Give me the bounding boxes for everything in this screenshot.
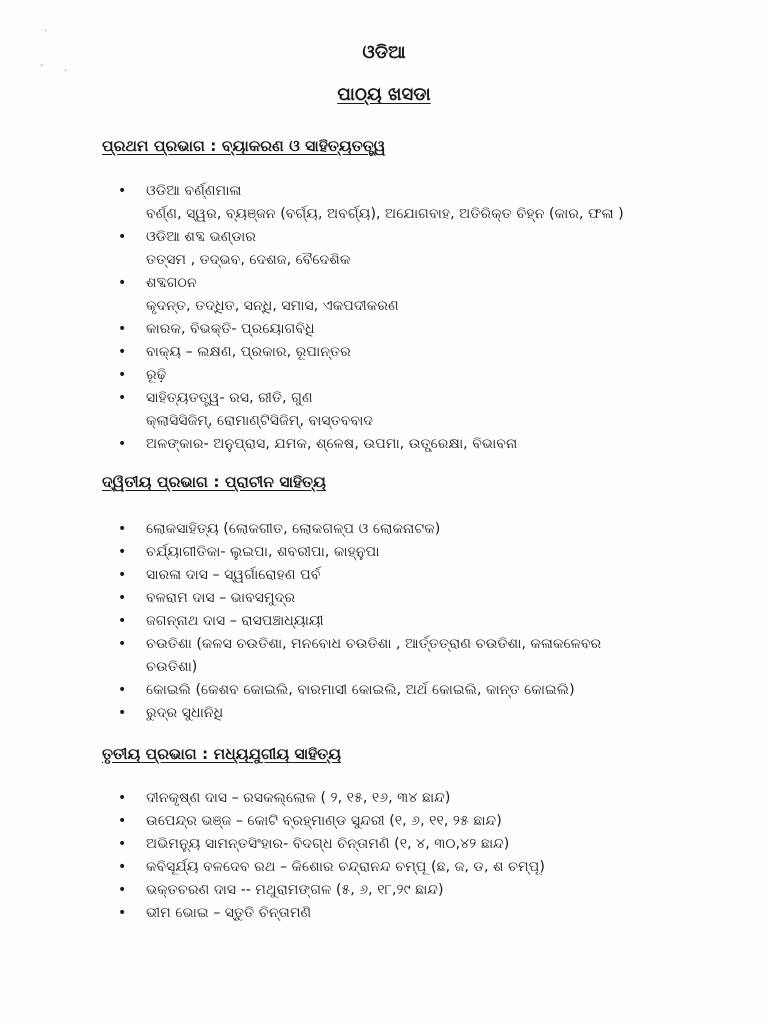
document-subtitle: ପାଠ୍ୟ ଖସଡା: [337, 84, 431, 105]
bullet-icon: •: [118, 367, 127, 383]
bullet-icon: •: [118, 567, 127, 583]
item-subtext: କୃଦନ୍ତ, ତଦ୍ଧିତ, ସନ୍ଧି, ସମାସ, ଏକପଦୀକରଣ: [146, 298, 399, 314]
bullet-icon: •: [118, 390, 127, 406]
list-item: [118, 879, 718, 902]
section-heading-2: ଦ୍ୱିତୀୟ ପ୍ରଭାଗ : ପ୍ରାଚୀନ ସାହିତ୍ୟ: [102, 473, 326, 491]
item-text: ଚର୍ଯ୍ୟାଗୀତିକା- ଲୁଇପା, ଶବରୀପା, କାହ୍ନୁପା: [146, 544, 380, 560]
item-text: ରୁଦ୍ର ସୁଧାନିଧି: [146, 705, 224, 721]
item-text: ରୂଢ଼ି: [146, 367, 167, 383]
list-item: [118, 787, 718, 810]
item-subtext: ଚଉତିଶା): [146, 659, 198, 675]
bullet-icon: •: [118, 613, 127, 629]
item-subtext: କ୍ଲାସିସିଜିମ୍, ରୋମାଣ୍ଟିସିଜିମ୍, ବାସ୍ତବବାଦ: [146, 413, 374, 429]
bullet-icon: •: [118, 813, 127, 829]
list-item: [118, 633, 718, 679]
bullet-icon: •: [118, 636, 127, 652]
list-item: [118, 856, 718, 879]
item-text: ବଳରାମ ଦାସ – ଭାବସମୁଦ୍ର: [146, 590, 296, 606]
item-text: କୋଇଲି (କେଶବ କୋଇଲି, ବାରମାସୀ କୋଇଲି, ଅର୍ଥ କୋଇଲି, କାନ୍ତ କୋଇଲି): [146, 682, 575, 698]
bullet-icon: •: [118, 436, 127, 452]
list-item: [118, 180, 718, 226]
list-item: [118, 364, 718, 387]
list-item: [118, 518, 718, 541]
list-item: [118, 702, 718, 725]
document-title: ଓଡିଆ: [362, 42, 406, 63]
bullet-icon: •: [118, 905, 127, 921]
section-list-1: [118, 180, 718, 456]
list-item: [118, 587, 718, 610]
item-text: କବିସୂର୍ଯ୍ୟ ବଳଦେବ ରଥ – କିଶୋର ଚନ୍ଦ୍ରାନନ୍ଦ ଚମ୍ପୂ (ଛ, ଜ, ଡ, ଶ ଚମ୍ପୂ): [146, 859, 545, 875]
section-heading-3: ତୃତୀୟ ପ୍ରଭାଗ : ମଧ୍ୟଯୁଗୀୟ ସାହିତ୍ୟ: [102, 745, 342, 763]
list-item: [118, 226, 718, 272]
bullet-icon: •: [118, 183, 127, 199]
item-text: କାରକ, ବିଭକ୍ତି- ପ୍ରୟୋଗବିଧି: [146, 321, 315, 337]
scan-mark: ·: [64, 66, 68, 77]
bullet-icon: •: [118, 705, 127, 721]
item-text: ଓଡିଆ ଶବ୍ଦ ଭଣ୍ଡାର: [146, 229, 257, 245]
item-text: ଲୋକସାହିତ୍ୟ (ଲୋକଗୀତ, ଲୋକଗଳ୍ପ ଓ ଲୋକନାଟକ): [146, 521, 441, 537]
item-text: ଜଗନ୍ନାଥ ଦାସ – ରାସପଞ୍ଚାଧ୍ୟାୟୀ: [146, 613, 324, 629]
list-item: [118, 679, 718, 702]
list-item: [118, 433, 718, 456]
scan-mark: ·: [44, 26, 48, 37]
list-item: [118, 833, 718, 856]
bullet-icon: •: [118, 590, 127, 606]
list-item: [118, 610, 718, 633]
item-text: ଉପେନ୍ଦ୍ର ଭଞ୍ଜ – କୋଟି ବ୍ରହ୍ମାଣ୍ଡ ସୁନ୍ଦରୀ (୧, ୬, ୧୧, ୨୫ ଛାନ୍ଦ): [146, 813, 502, 829]
bullet-icon: •: [118, 836, 127, 852]
section-heading-1: ପ୍ରଥମ ପ୍ରଭାଗ : ବ୍ୟାକରଣ ଓ ସାହିତ୍ୟତତ୍ତ୍ୱ: [102, 137, 386, 155]
bullet-icon: •: [118, 859, 127, 875]
list-item: [118, 564, 718, 587]
item-text: ସାହିତ୍ୟତତ୍ତ୍ୱ- ରସ, ରୀତି, ଗୁଣ: [146, 390, 313, 406]
list-item: [118, 541, 718, 564]
section-list-3: [118, 787, 718, 925]
item-text: ଚଉତିଶା (କଳସ ଚଉତିଶା, ମନବୋଧ ଚଉତିଶା , ଆର୍ତ୍ତତ୍ରାଣ ଚଉତିଶା, କଳାକଳେବର: [146, 636, 602, 652]
scan-mark: -: [40, 60, 44, 71]
bullet-icon: •: [118, 882, 127, 898]
item-text: ଶବ୍ଦଗଠନ: [146, 275, 197, 291]
item-text: ଓଡିଆ ବର୍ଣ୍ଣମାଳା: [146, 183, 242, 199]
bullet-icon: •: [118, 682, 127, 698]
bullet-icon: •: [118, 229, 127, 245]
item-text: ଦୀନକୃଷ୍ଣ ଦାସ – ରସକଲ୍ଲୋଳ ( ୨, ୧୫, ୧୬, ୩୪ ଛାନ୍ଦ): [146, 790, 451, 806]
bullet-icon: •: [118, 790, 127, 806]
item-text: ଅଳଙ୍କାର- ଅନୁପ୍ରାସ, ଯମକ, ଶ୍ଳେଷ, ଉପମା, ଉତ୍ପ୍ରେକ୍ଷା, ବିଭାବନା: [146, 436, 518, 452]
item-text: ଭୀମ ଭୋଇ – ସ୍ତୁତି ଚିନ୍ତାମଣି: [146, 905, 312, 921]
item-text: ଅଭିମନ୍ୟୁ ସାମନ୍ତସିଂହାର- ବିଦଗ୍ଧ ଚିନ୍ତାମଣି (୧, ୪, ୩୦,୪୨ ଛାନ୍ଦ): [146, 836, 510, 852]
list-item: [118, 341, 718, 364]
item-text: ଭକ୍ତଚରଣ ଦାସ -- ମଥୁରାମଙ୍ଗଳ (୫, ୬, ୧୮,୨୯ ଛାନ୍ଦ): [146, 882, 444, 898]
bullet-icon: •: [118, 275, 127, 291]
item-subtext: ବର୍ଣ୍ଣ, ସ୍ୱର, ବ୍ୟଞ୍ଜନ (ବର୍ଗ୍ୟ, ଅବର୍ଗ୍ୟ), ଅଯୋଗବାହ, ଅତିରିକ୍ତ ଚିହ୍ନ (କାର, ଫଳା ): [146, 206, 624, 222]
bullet-icon: •: [118, 321, 127, 337]
list-item: [118, 318, 718, 341]
list-item: [118, 387, 718, 433]
bullet-icon: •: [118, 544, 127, 560]
section-list-2: [118, 518, 718, 725]
list-item: [118, 272, 718, 318]
bullet-icon: •: [118, 344, 127, 360]
item-subtext: ତତ୍ସମ , ତଦ୍‌ଭବ, ଦେଶଜ, ବୈଦେଶିକ: [146, 252, 351, 268]
list-item: [118, 810, 718, 833]
item-text: ସାରଳା ଦାସ – ସ୍ୱର୍ଗାରୋହଣ ପର୍ବ: [146, 567, 321, 583]
bullet-icon: •: [118, 521, 127, 537]
item-text: ବାକ୍ୟ – ଲକ୍ଷଣ, ପ୍ରକାର, ରୂପାନ୍ତର: [146, 344, 351, 360]
list-item: [118, 902, 718, 925]
